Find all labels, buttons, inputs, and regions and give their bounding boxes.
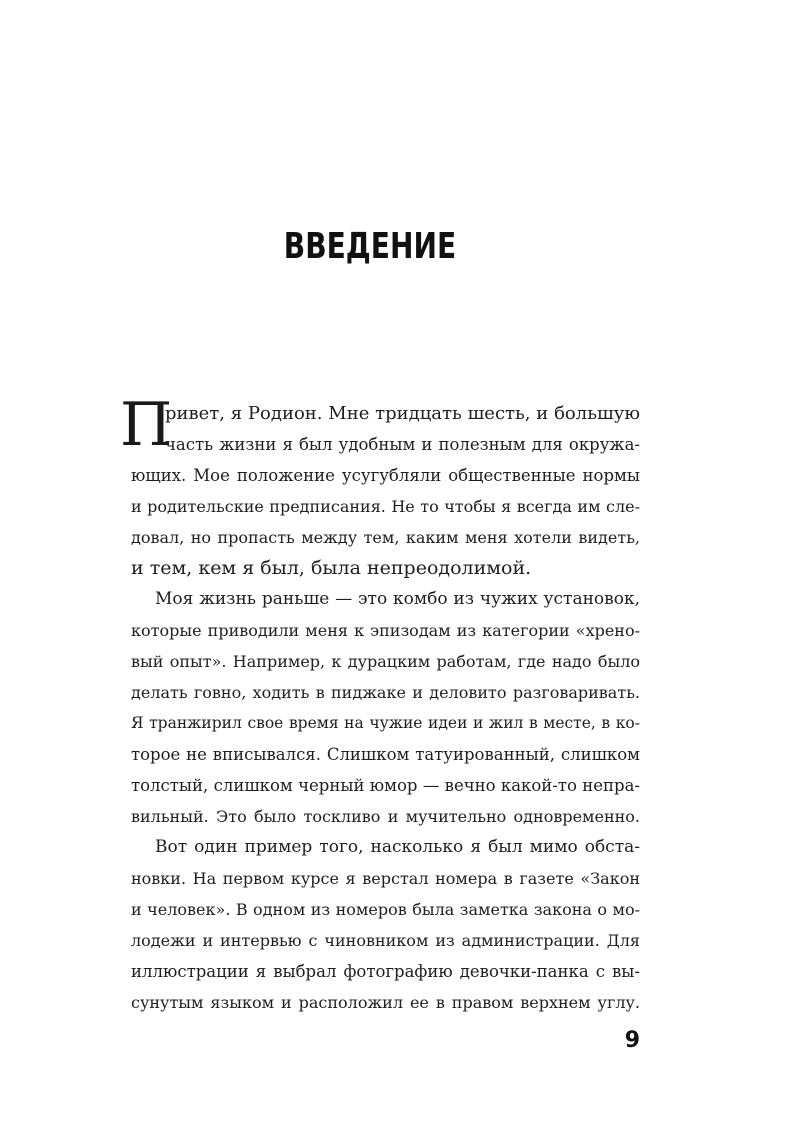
- paragraph-line: довал, но пропасть между тем, каким меня хотели видеть,: [131, 528, 640, 547]
- paragraph-line: торое не вписывался. Слишком татуированный, слишком: [131, 745, 640, 764]
- paragraph-line: иллюстрации я выбрал фотографию девочки-панка с вы-: [131, 962, 640, 981]
- paragraph-line: которые приводили меня к эпизодам из категории «хрено-: [131, 621, 640, 640]
- chapter-title: ВВЕДЕНИЕ: [283, 226, 457, 267]
- drop-cap: П: [120, 390, 173, 460]
- paragraph-line: Моя жизнь раньше — это комбо из чужих установок,: [155, 589, 640, 609]
- paragraph-line: толстый, слишком черный юмор — вечно какой-то непра-: [131, 776, 640, 795]
- paragraph-line: Вот один пример того, насколько я был мимо обста-: [155, 837, 640, 857]
- paragraph-line: часть жизни я был удобным и полезным для окружа-: [165, 435, 640, 454]
- paragraph-line: ющих. Мое положение усугубляли общественные нормы: [131, 466, 640, 485]
- paragraph-line: новки. На первом курсе я верстал номера в газете «Закон: [131, 869, 640, 888]
- paragraph-line: сунутым языком и расположил ее в правом верхнем углу.: [131, 993, 640, 1012]
- paragraph-line: делать говно, ходить в пиджаке и деловито разговаривать.: [131, 683, 640, 702]
- paragraph-line: и тем, кем я был, была непреодолимой.: [131, 557, 532, 579]
- paragraph-line: Я транжирил свое время на чужие идеи и жил в месте, в ко-: [131, 714, 640, 732]
- paragraph-line: лодежи и интервью с чиновником из администрации. Для: [131, 931, 640, 950]
- paragraph-line: и родительские предписания. Не то чтобы я всегда им сле-: [131, 497, 640, 516]
- paragraph-line: вильный. Это было тоскливо и мучительно одновременно.: [131, 807, 640, 826]
- paragraph-line: вый опыт». Например, к дурацким работам, где надо было: [131, 652, 640, 671]
- paragraph-line: ривет, я Родион. Мне тридцать шесть, и большую: [165, 403, 640, 424]
- page-number: 9: [624, 1028, 640, 1053]
- paragraph-line: и человек». В одном из номеров была заметка закона о мо-: [131, 900, 640, 919]
